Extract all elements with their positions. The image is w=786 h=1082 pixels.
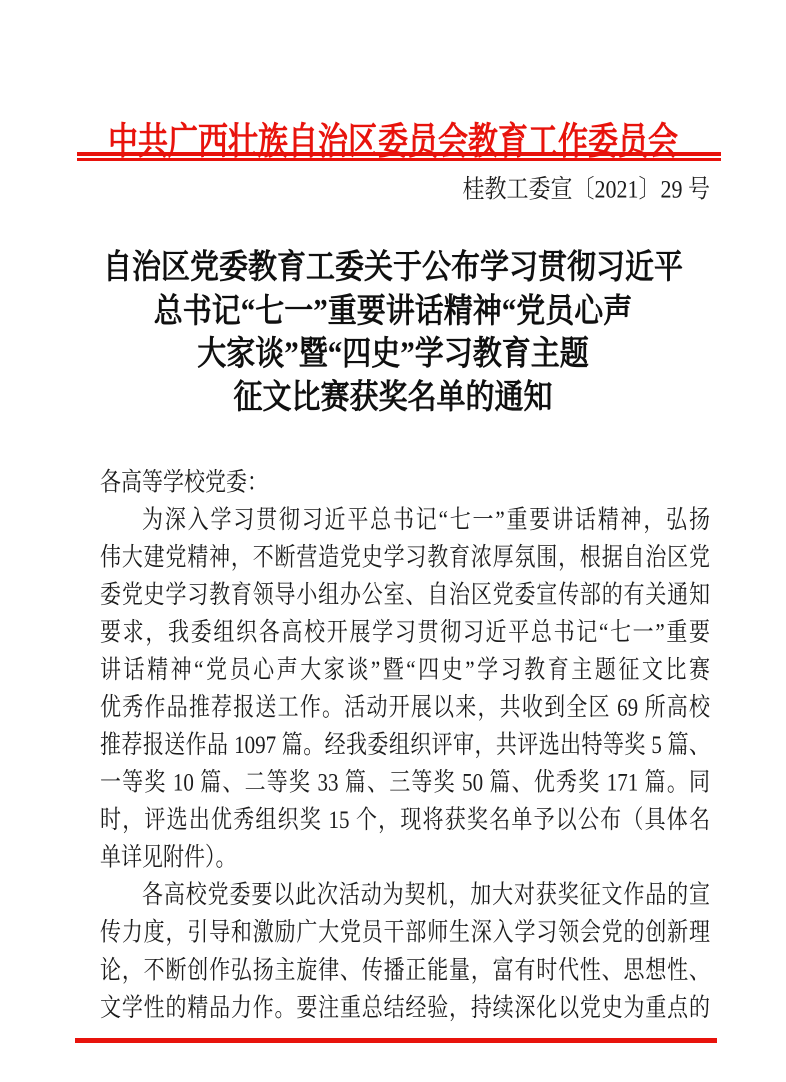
body-text-line: 伟大建党精神，不断营造党史学习教育浓厚氛围，根据自治区党 (100, 542, 710, 572)
notice-body (100, 464, 710, 1027)
body-text-line: 优秀作品推荐报送工作。活动开展以来，共收到全区 69 所高校 (100, 692, 710, 722)
body-text-line: 为深入学习贯彻习近平总书记“七一”重要讲话精神，弘扬 (142, 505, 710, 535)
notice-title (0, 247, 786, 420)
body-text-line: 一等奖 10 篇、二等奖 33 篇、三等奖 50 篇、优秀奖 171 篇。同 (100, 767, 710, 797)
body-text-line: 论，不断创作弘扬主旋律、传播正能量，富有时代性、思想性、 (100, 955, 710, 985)
body-text-line: 单详见附件）。 (100, 842, 237, 872)
body-text-line: 文学性的精品力作。要注重总结经验，持续深化以党史为重点的 (100, 992, 710, 1022)
red-footer-rule (75, 1038, 717, 1043)
body-text-line: 要求，我委组织各高校开展学习贯彻习近平总书记“七一”重要 (100, 617, 710, 647)
notice-title-line: 自治区党委教育工委关于公布学习贯彻习近平 (102, 249, 683, 287)
notice-title-line: 征文比赛获奖名单的通知 (233, 378, 553, 416)
notice-title-line: 大家谈”暨“四史”学习教育主题 (197, 335, 589, 373)
body-text-line: 讲话精神“党员心声大家谈”暨“四史”学习教育主题征文比赛 (100, 655, 710, 685)
salutation-line: 各高等学校党委： (100, 467, 268, 497)
body-text-line: 委党史学习教育领导小组办公室、自治区党委宣传部的有关通知 (100, 580, 710, 610)
body-text-line: 时，评选出优秀组织奖 15 个，现将获奖名单予以公布（具体名 (100, 805, 710, 835)
issuing-org-header: 中共广西壮族自治区委员会教育工作委员会 (108, 121, 678, 163)
document-reference-number: 桂教工委宣〔2021〕29 号 (462, 174, 710, 204)
body-text-line: 传力度，引导和激励广大党员干部师生深入学习领会党的创新理 (100, 917, 710, 947)
body-text-line: 推荐报送作品 1097 篇。经我委组织评审，共评选出特等奖 5 篇、 (100, 730, 710, 760)
notice-title-line: 总书记“七一”重要讲话精神“党员心声 (153, 292, 633, 330)
body-text-line: 各高校党委要以此次活动为契机，加大对获奖征文作品的宣 (142, 880, 710, 910)
red-double-rule (77, 152, 721, 161)
